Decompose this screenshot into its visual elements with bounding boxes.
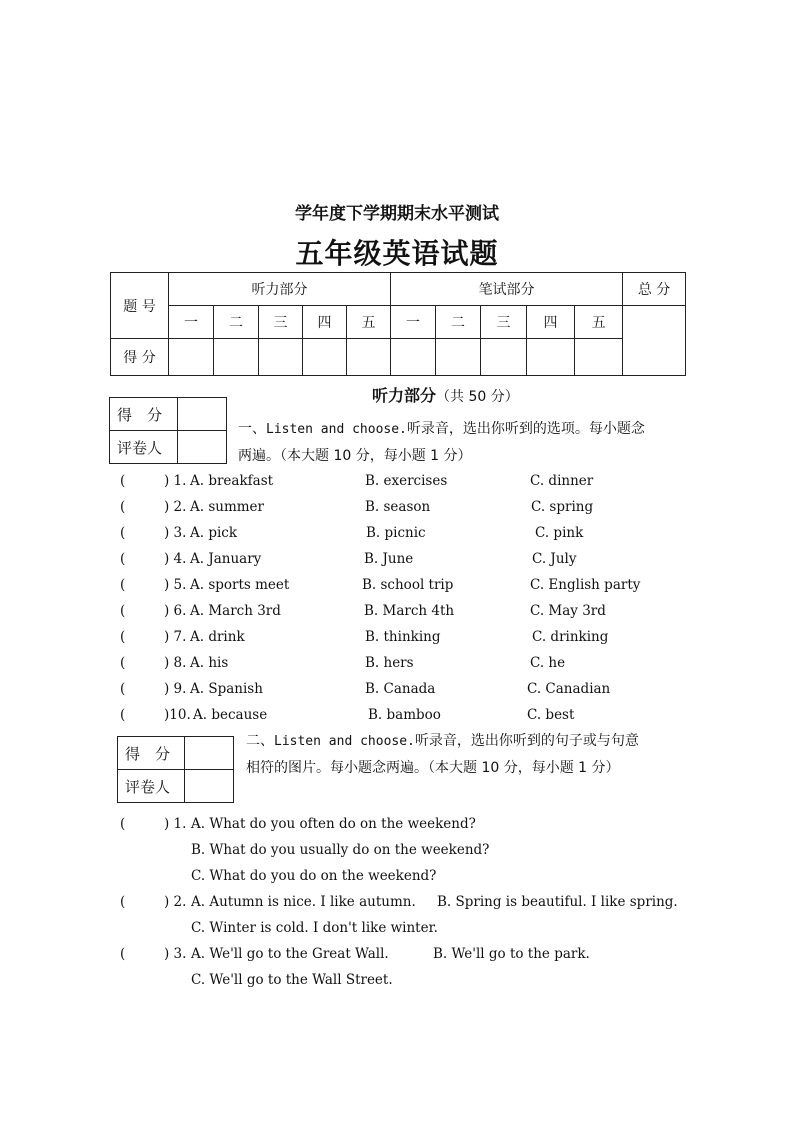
grader-name-label: 评卷人: [110, 431, 178, 464]
answer-paren[interactable]: (: [120, 707, 126, 723]
writing-col: 四: [527, 306, 575, 339]
option-b: B. We'll go to the park.: [433, 946, 590, 962]
option-c: C. spring: [531, 499, 594, 515]
option-c: C. Canadian: [527, 681, 611, 697]
question-number: ) 2.: [164, 894, 187, 910]
option-b: B. picnic: [366, 525, 426, 541]
writing-col: 二: [436, 306, 481, 339]
exam-title: 五年级英语试题: [295, 237, 499, 270]
score-cell[interactable]: [436, 339, 481, 376]
label-score: 得 分: [111, 339, 169, 376]
question-number: ) 1.: [164, 816, 187, 832]
section2-line2: 相符的图片。每小题念两遍。（本大题 10 分，每小题 1 分）: [246, 760, 620, 776]
option-a: A. breakfast: [190, 473, 274, 489]
writing-col: 三: [481, 306, 527, 339]
question-number: ) 4.: [164, 551, 187, 567]
answer-paren[interactable]: (: [120, 577, 126, 593]
option-c: C. Winter is cold. I don't like winter.: [191, 920, 438, 936]
section2-lead: 二、: [246, 733, 274, 749]
grader-score-cell[interactable]: [185, 737, 234, 770]
listening-col: 四: [303, 306, 347, 339]
question-number: )10.: [164, 707, 191, 723]
listening-col: 三: [259, 306, 303, 339]
question-number: ) 1.: [164, 473, 187, 489]
section2-zh: 听录音，选出你听到的句子或与句意: [414, 733, 639, 749]
part-heading-main: 听力部分: [372, 386, 437, 405]
part-heading-points: （共 50 分）: [436, 389, 519, 405]
grader-box-section2: [117, 736, 234, 803]
answer-paren[interactable]: (: [120, 894, 126, 910]
option-c: C. What do you do on the weekend?: [191, 868, 437, 884]
listening-part-header: 听力部分: [169, 273, 391, 306]
option-b: B. Spring is beautiful. I like spring.: [437, 894, 678, 910]
writing-col: 五: [575, 306, 623, 339]
option-a: A. January: [190, 551, 262, 567]
label-question-number: 题 号: [111, 273, 169, 339]
option-b: B. season: [365, 499, 431, 515]
score-cell[interactable]: [527, 339, 575, 376]
answer-paren[interactable]: (: [120, 681, 126, 697]
section1-lead: 一、: [238, 421, 266, 437]
writing-col: 一: [391, 306, 436, 339]
option-c: C. best: [527, 707, 575, 723]
answer-paren[interactable]: (: [120, 655, 126, 671]
answer-paren[interactable]: (: [120, 603, 126, 619]
option-a: A. summer: [190, 499, 264, 515]
total-score-header: 总 分: [623, 273, 686, 306]
score-cell[interactable]: [347, 339, 391, 376]
section2-instructions: [246, 728, 691, 781]
option-a: A. What do you often do on the weekend?: [191, 816, 476, 832]
option-a: A. sports meet: [190, 577, 290, 593]
option-a: A. We'll go to the Great Wall.: [191, 946, 389, 962]
option-a: A. pick: [190, 525, 238, 541]
option-c: C. dinner: [530, 473, 594, 489]
question-number: ) 3.: [164, 946, 187, 962]
option-c: C. We'll go to the Wall Street.: [191, 972, 393, 988]
section1-line2: 两遍。（本大题 10 分，每小题 1 分）: [238, 448, 472, 464]
option-c: C. pink: [535, 525, 584, 541]
option-b: B. Canada: [365, 681, 436, 697]
answer-paren[interactable]: (: [120, 499, 126, 515]
option-a: A. drink: [190, 629, 245, 645]
question-number: ) 2.: [164, 499, 187, 515]
option-a: A. Spanish: [190, 681, 263, 697]
option-a: A. Autumn is nice. I like autumn.: [191, 894, 416, 910]
grader-name-cell[interactable]: [178, 431, 227, 464]
option-b: B. hers: [365, 655, 414, 671]
option-c: C. May 3rd: [530, 603, 606, 619]
option-a: A. because: [193, 707, 268, 723]
section2-en: Listen and choose.: [274, 734, 415, 749]
grader-score-label: 得 分: [110, 398, 178, 431]
grader-name-cell[interactable]: [185, 770, 234, 803]
option-b: B. June: [364, 551, 414, 567]
option-b: B. school trip: [362, 577, 454, 593]
listening-col: 五: [347, 306, 391, 339]
section1-instructions: [238, 416, 688, 469]
option-b: B. bamboo: [368, 707, 441, 723]
option-c: C. he: [530, 655, 566, 671]
option-c: C. July: [532, 551, 577, 567]
grader-score-label: 得 分: [118, 737, 185, 770]
answer-paren[interactable]: (: [120, 551, 126, 567]
question-number: ) 9.: [164, 681, 187, 697]
score-cell[interactable]: [169, 339, 214, 376]
question-number: ) 7.: [164, 629, 187, 645]
question-number: ) 6.: [164, 603, 187, 619]
option-b: B. exercises: [365, 473, 448, 489]
score-cell[interactable]: [303, 339, 347, 376]
grader-box-section1: [109, 397, 227, 464]
option-c: C. drinking: [532, 629, 609, 645]
score-cell[interactable]: [575, 339, 623, 376]
score-cell[interactable]: [214, 339, 259, 376]
score-cell[interactable]: [481, 339, 527, 376]
listening-part-heading: [372, 383, 519, 406]
writing-part-header: 笔试部分: [391, 273, 623, 306]
section1-en: Listen and choose.: [266, 422, 407, 437]
answer-paren[interactable]: (: [120, 946, 126, 962]
option-c: C. English party: [530, 577, 641, 593]
grader-name-label: 评卷人: [118, 770, 185, 803]
answer-paren[interactable]: (: [120, 816, 126, 832]
option-b: B. March 4th: [364, 603, 455, 619]
answer-paren[interactable]: (: [120, 473, 126, 489]
answer-paren[interactable]: (: [120, 525, 126, 541]
option-a: A. March 3rd: [190, 603, 281, 619]
exam-subtitle: 学年度下学期期末水平测试: [295, 204, 499, 224]
option-b: B. What do you usually do on the weekend?: [191, 842, 490, 858]
listening-col: 一: [169, 306, 214, 339]
score-cell[interactable]: [391, 339, 436, 376]
total-score-cell[interactable]: [623, 306, 686, 376]
section1-zh: 听录音，选出你听到的选项。每小题念: [406, 421, 645, 437]
score-table: [110, 272, 686, 376]
question-number: ) 8.: [164, 655, 187, 671]
listening-col: 二: [214, 306, 259, 339]
option-b: B. thinking: [365, 629, 441, 645]
score-cell[interactable]: [259, 339, 303, 376]
question-number: ) 3.: [164, 525, 187, 541]
question-number: ) 5.: [164, 577, 187, 593]
answer-paren[interactable]: (: [120, 629, 126, 645]
option-a: A. his: [190, 655, 229, 671]
grader-score-cell[interactable]: [178, 398, 227, 431]
